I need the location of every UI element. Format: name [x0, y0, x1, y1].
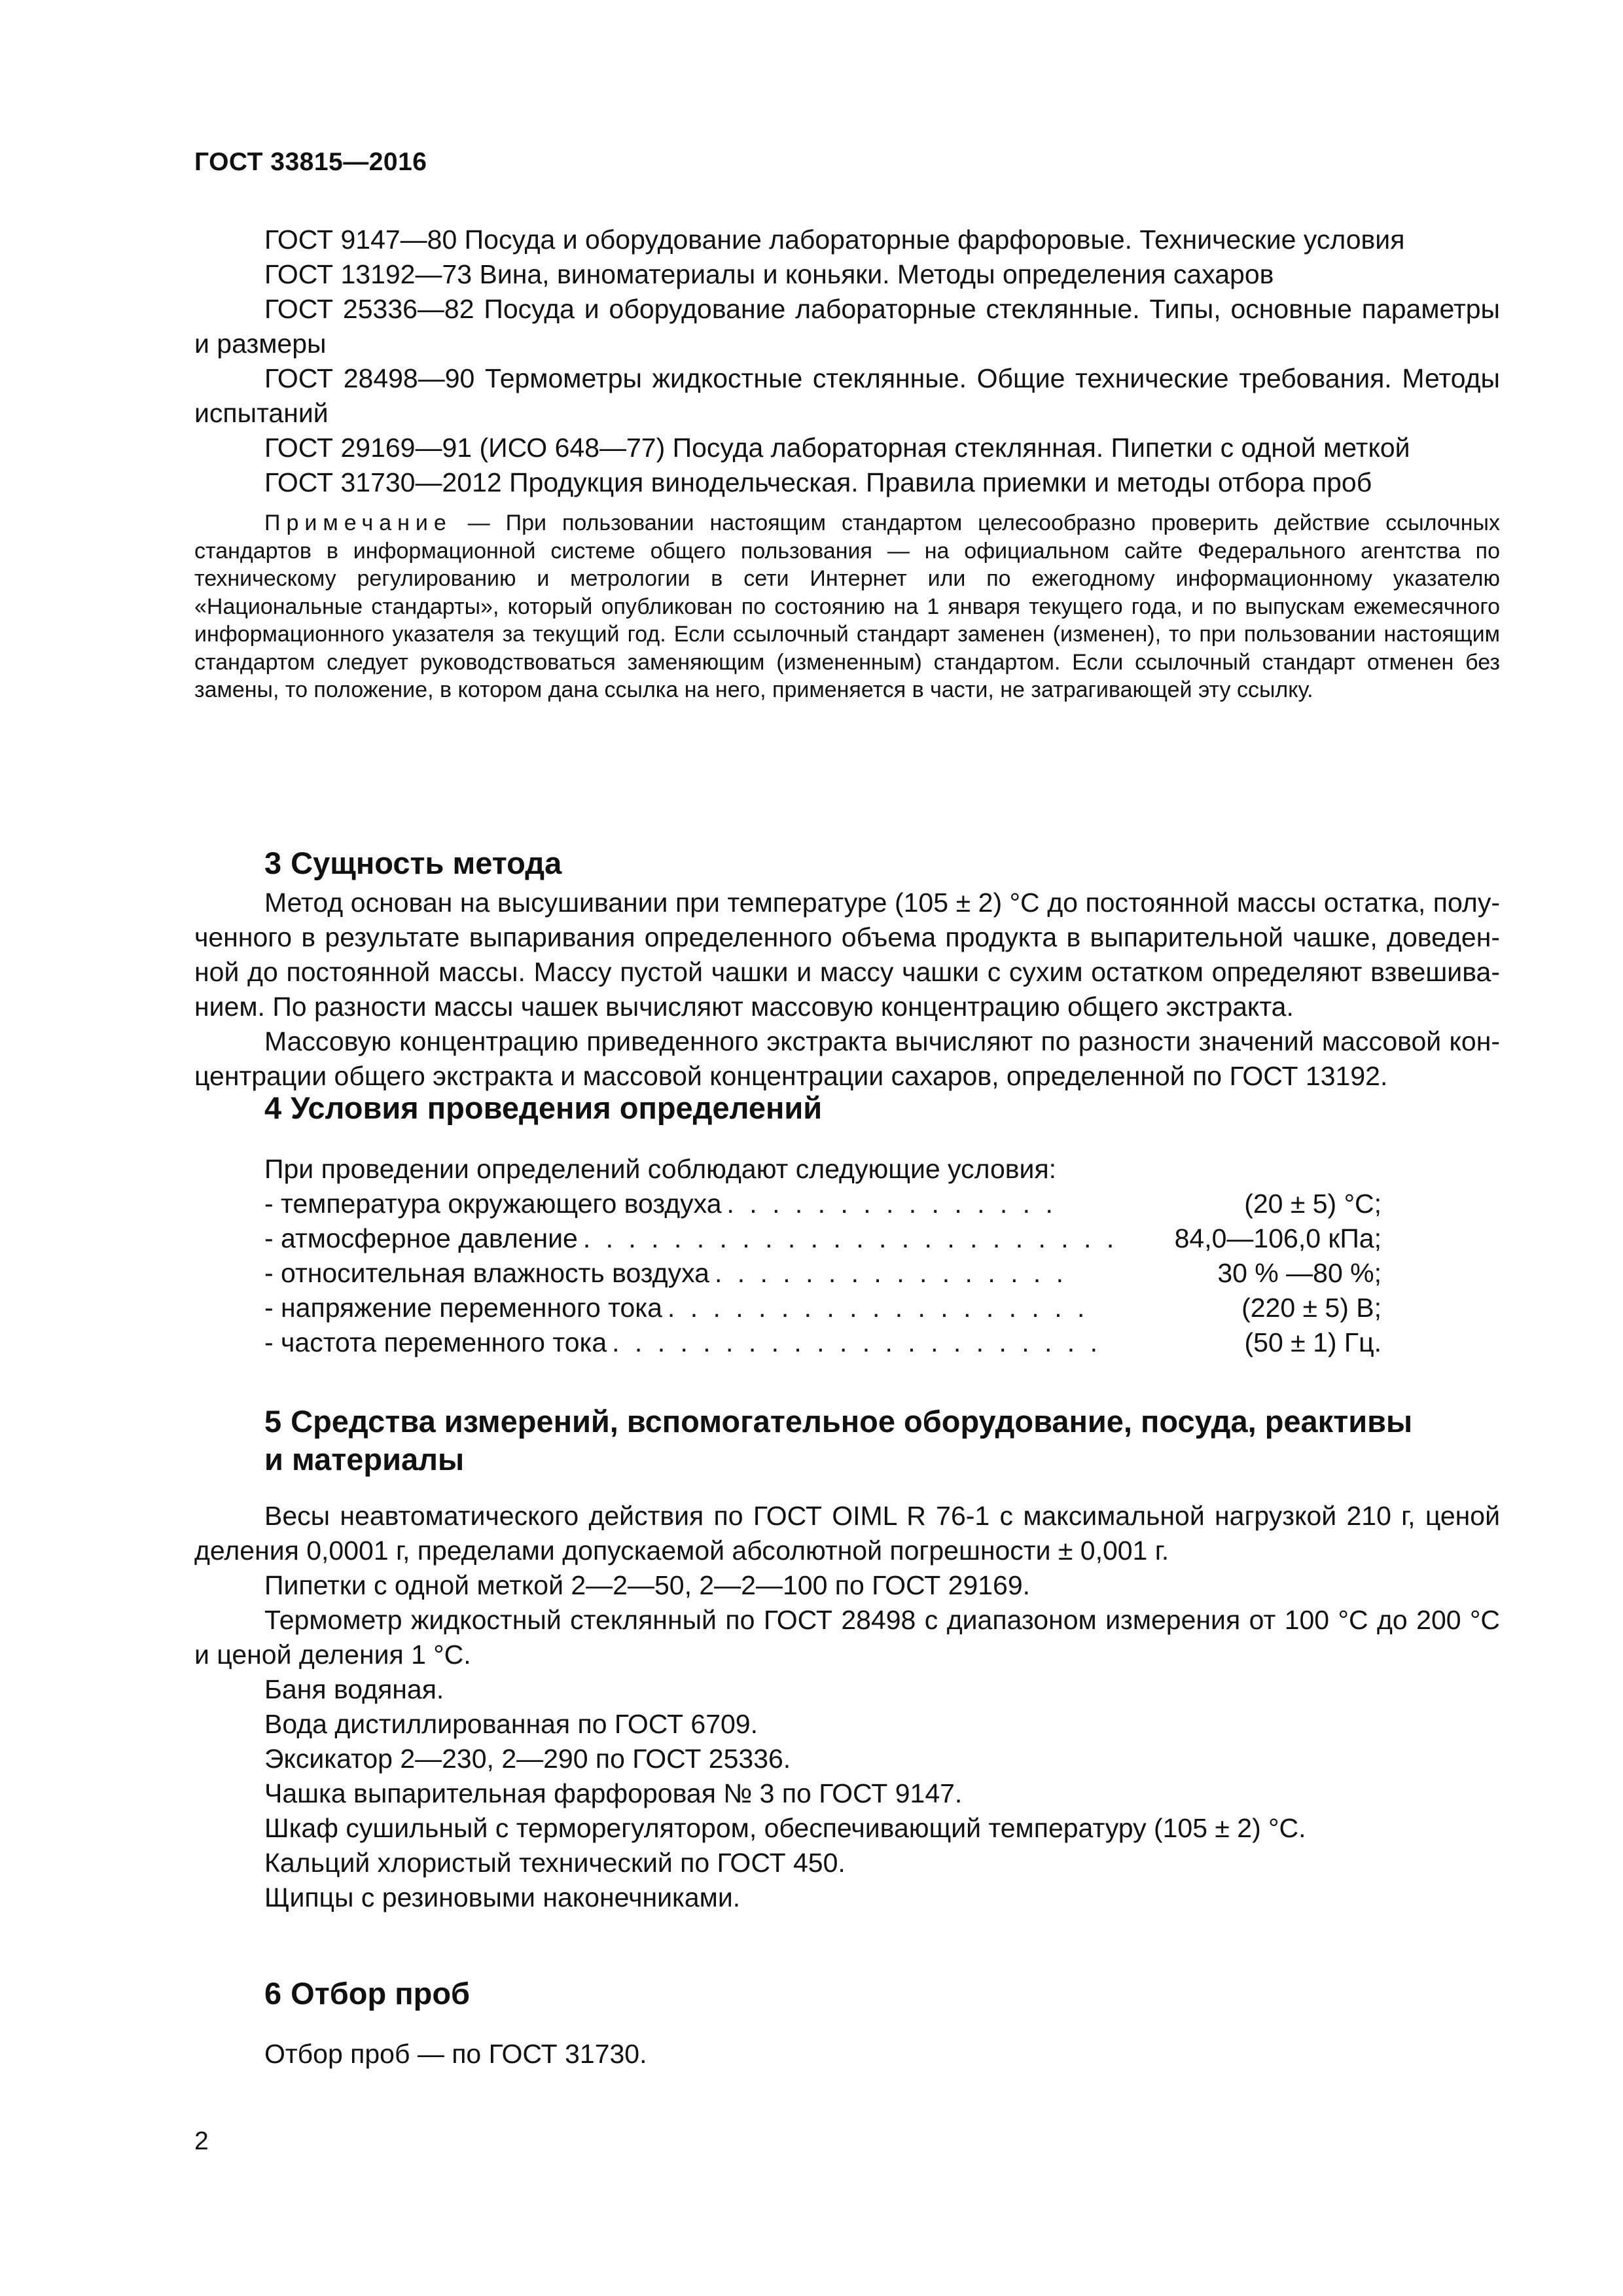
condition-row: [194, 1221, 1382, 1256]
body-line: нием. По разности массы чашек вычисляют массовую концентрацию общего экстракта.: [194, 992, 1294, 1022]
section-5-body: [194, 1499, 1500, 1915]
body-line: Массовую концентрацию приведенного экстракта вычисляют по разности значений массовой кон-: [264, 1026, 1500, 1056]
reference-item: ГОСТ 25336—82 Посуда и оборудование лабораторные стеклянные. Типы, основные параметры: [264, 294, 1500, 324]
body-line: Метод основан на высушивании при температуре (105 ± 2) °С до постоянной массы остатка, полу-: [264, 888, 1500, 918]
leader-dots: . . . . . . . . . . . . . . . . . . . . . .: [612, 1327, 1101, 1357]
note-label: Примечание: [264, 511, 452, 535]
section-3-number: 3: [264, 846, 282, 880]
document-code: ГОСТ 33815—2016: [194, 148, 427, 176]
note-paragraph: [194, 509, 1500, 704]
body-line: ченного в результате выпаривания определенного объема продукта в выпарительной чашке, доведен-: [194, 922, 1500, 952]
condition-value: 84,0—106,0 кПа;: [1174, 1223, 1382, 1253]
section-3-body: [194, 886, 1500, 1094]
equipment-item: Щипцы с резиновыми наконечниками.: [264, 1882, 741, 1912]
equipment-item: Вода дистиллированная по ГОСТ 6709.: [264, 1709, 758, 1739]
reference-item-continuation: испытаний: [194, 398, 329, 428]
body-line: ной до постоянной массы. Массу пустой чашки и массу чашки с сухим остатком определяют взвешива-: [194, 957, 1500, 987]
body-line: центрации общего экстракта и массовой концентрации сахаров, определенной по ГОСТ 13192.: [194, 1061, 1388, 1091]
condition-value: (220 ± 5) В;: [1241, 1293, 1382, 1323]
equipment-item: Шкаф сушильный с терморегулятором, обеспечивающий температуру (105 ± 2) °С.: [264, 1813, 1306, 1843]
condition-name: - температура окружающего воздуха: [264, 1189, 722, 1219]
section-5-number: 5: [264, 1404, 282, 1439]
page-number: 2: [194, 2127, 209, 2155]
section-3-title: Сущность метода: [291, 846, 562, 880]
conditions-intro: При проведении определений соблюдают следующие условия:: [264, 1154, 1057, 1184]
condition-value: 30 % —80 %;: [1217, 1258, 1382, 1288]
section-6-title: Отбор проб: [291, 1976, 471, 2011]
condition-row: [194, 1187, 1382, 1221]
reference-item-continuation: и размеры: [194, 329, 327, 359]
note-text: — При пользовании настоящим стандартом целесообразно проверить действие ссылочных стандартов в информационной системе общего пользования — на официальном сайте Федерального агентства по техническому регулированию и метрологии в сети Интернет или по ежегодному информационному указателю «Национальные стандарты», который опубликован по состоянию на 1 января текущего года, и по выпускам ежемесячного информационного указателя за текущий год. Если ссылочный стандарт заменен (изменен), то при пользовании настоящим стандартом следует руководствоваться заменяющим (измененным) стандартом. Если ссылочный стандарт отменен без замены, то положение, в котором дана ссылка на него, применяется в части, не затрагивающей эту ссылку.: [194, 511, 1500, 702]
condition-name: - относительная влажность воздуха: [264, 1258, 709, 1288]
condition-row: [194, 1256, 1382, 1291]
equipment-item-continuation: деления 0,0001 г, пределами допускаемой абсолютной погрешности ± 0,001 г.: [194, 1535, 1169, 1566]
section-4-body: [194, 1152, 1500, 1360]
section-6-body: [194, 2037, 1500, 2072]
reference-item: ГОСТ 28498—90 Термометры жидкостные стеклянные. Общие технические требования. Методы: [264, 363, 1500, 393]
leader-dots: . . . . . . . . . . . . . . . .: [714, 1258, 1068, 1288]
section-6-number: 6: [264, 1976, 282, 2011]
reference-item: ГОСТ 9147—80 Посуда и оборудование лабораторные фарфоровые. Технические условия: [264, 224, 1405, 255]
section-4-heading: [264, 1089, 822, 1127]
equipment-item: Весы неавтоматического действия по ГОСТ OIML R 76-1 с максимальной нагрузкой 210 г, ценой: [264, 1501, 1500, 1531]
leader-dots: . . . . . . . . . . . . . . . . . . .: [667, 1293, 1089, 1323]
condition-row: [194, 1291, 1382, 1325]
sampling-text: Отбор проб — по ГОСТ 31730.: [264, 2039, 647, 2069]
references-list: [194, 223, 1500, 500]
leader-dots: . . . . . . . . . . . . . . .: [726, 1189, 1057, 1219]
equipment-item: Кальций хлористый технический по ГОСТ 450.: [264, 1848, 846, 1878]
section-4-number: 4: [264, 1090, 282, 1125]
reference-item: ГОСТ 31730—2012 Продукция винодельческая. Правила приемки и методы отбора проб: [264, 467, 1372, 497]
equipment-item: Баня водяная.: [264, 1674, 444, 1704]
section-6-heading: [264, 1975, 470, 2013]
section-4-title: Условия проведения определений: [291, 1090, 823, 1125]
section-5-title-line-1: Средства измерений, вспомогательное оборудование, посуда, реактивы: [291, 1404, 1413, 1439]
equipment-item-continuation: и ценой деления 1 °С.: [194, 1640, 471, 1670]
condition-name: - частота переменного тока: [264, 1327, 607, 1357]
section-5-heading: [264, 1403, 1501, 1479]
equipment-item: Эксикатор 2—230, 2—290 по ГОСТ 25336.: [264, 1744, 791, 1774]
condition-value: (50 ± 1) Гц.: [1244, 1327, 1382, 1357]
condition-row: [194, 1325, 1382, 1360]
section-5-title-line-2: и материалы: [264, 1442, 465, 1477]
section-3-heading: [264, 844, 562, 882]
condition-value: (20 ± 5) °С;: [1244, 1189, 1382, 1219]
equipment-item: Термометр жидкостный стеклянный по ГОСТ 28498 с диапазоном измерения от 100 °С до 200 °С: [264, 1605, 1500, 1635]
reference-item: ГОСТ 29169—91 (ИСО 648—77) Посуда лабораторная стеклянная. Пипетки с одной меткой: [264, 433, 1410, 463]
condition-name: - напряжение переменного тока: [264, 1293, 662, 1323]
condition-name: - атмосферное давление: [264, 1223, 578, 1253]
leader-dots: . . . . . . . . . . . . . . . . . . . . . . . .: [582, 1223, 1118, 1253]
equipment-item: Пипетки с одной меткой 2—2—50, 2—2—100 по ГОСТ 29169.: [264, 1570, 1031, 1600]
reference-item: ГОСТ 13192—73 Вина, виноматериалы и коньяки. Методы определения сахаров: [264, 259, 1274, 289]
equipment-item: Чашка выпарительная фарфоровая № 3 по ГОСТ 9147.: [264, 1778, 963, 1808]
